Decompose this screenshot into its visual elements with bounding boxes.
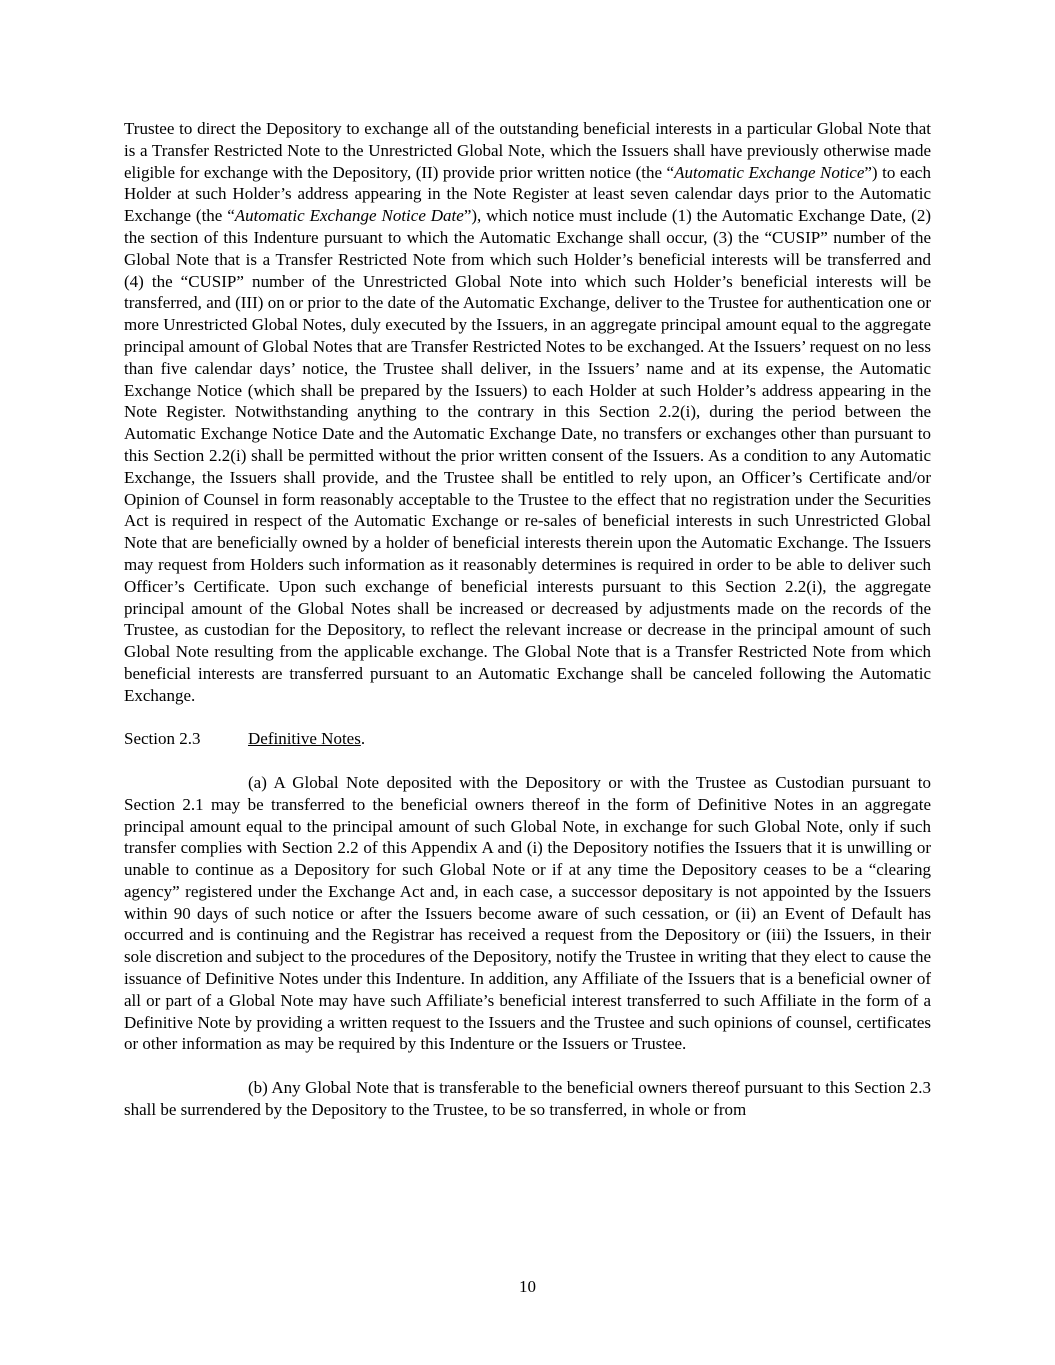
defined-term-automatic-exchange-notice-date: Automatic Exchange Notice Date	[234, 206, 464, 226]
section-title: Definitive Notes	[248, 729, 361, 749]
section-number: Section 2.3	[124, 729, 201, 749]
paragraph-text-run: ”) to each Holder at such Holder’s address appearing in the Note Register at least seven calendar days prior to the Automatic Exchange (the “	[124, 162, 931, 226]
section-heading-2-3	[124, 728, 931, 750]
paragraph-text-run: ”), which notice must include (1) the Automatic Exchange Date, (2) the section of this Indenture pursuant to which the Automatic Exchange shall occur, (3) the “CUSIP” number of the Global Note that is a Transfer Restricted Note from which such Holder’s beneficial interests will be transferred and (4) the “CUSIP” number of the Unrestricted Global Note into which such Holder’s beneficial interests will be transferred, and (III) on or prior to the date of the Automatic Exchange, deliver to the Trustee for authentication one or more Unrestricted Global Notes, duly executed by the Issuers, in an aggregate principal amount equal to the aggregate principal amount of Global Notes that are Transfer Restricted Notes to be exchanged. At the Issuers’ request on no less than five calendar days’ notice, the Trustee shall deliver, in the Issuers’ name and at its expense, the Automatic Exchange Notice (which shall be prepared by the Issuers) to each Holder at such Holder’s address appearing in the Note Register. Notwithstanding anything to the contrary in this Section 2.2(i), during the period between the Automatic Exchange Notice Date and the Automatic Exchange Date, no transfers or exchanges other than pursuant to this Section 2.2(i) shall be permitted without the prior written consent of the Issuers. As a condition to any Automatic Exchange, the Issuers shall provide, and the Trustee shall be entitled to rely upon, an Officer’s Certificate and/or Opinion of Counsel in form reasonably acceptable to the Trustee to the effect that no registration under the Securities Act is required in respect of the Automatic Exchange or re-sales of beneficial interests in such Unrestricted Global Note that are beneficially owned by a holder of beneficial interests therein upon the Automatic Exchange. The Issuers may request from Holders such information as it reasonably determines is required in order to be able to deliver such Officer’s Certificate. Upon such exchange of beneficial interests pursuant to this Section 2.2(i), the aggregate principal amount of the Global Notes shall be increased or decreased by adjustments made on the records of the Trustee, as custodian for the Depository, to reflect the relevant increase or decrease in the principal amount of such Global Note resulting from the applicable exchange. The Global Note that is a Transfer Restricted Note from which beneficial interests are transferred pursuant to an Automatic Exchange shall be canceled following the Automatic Exchange.	[124, 206, 931, 705]
paragraph-b: (b) Any Global Note that is transferable to the beneficial owners thereof pursuant to this Section 2.3 shall be surrendered by the Depository to the Trustee, to be so transferred, in whole or from	[124, 1078, 931, 1119]
paragraph-trustee-continuation	[124, 118, 931, 707]
defined-term-automatic-exchange-notice: Automatic Exchange Notice	[674, 162, 865, 182]
paragraph-a: (a) A Global Note deposited with the Depository or with the Trustee as Custodian pursuant to Section 2.1 may be transferred to the beneficial owners thereof in the form of Definitive Notes in an aggregate principal amount equal to the principal amount of such Global Note, in exchange for such Global Note, only if such transfer complies with Section 2.2 of this Appendix A and (i) the Depository notifies the Issuers that it is unwilling or unable to continue as a Depository for such Global Note or if at any time the Depository ceases to be a “clearing agency” registered under the Exchange Act and, in each case, a successor depositary is not appointed by the Issuers within 90 days of such notice or after the Issuers become aware of such cessation, or (ii) an Event of Default has occurred and is continuing and the Registrar has received a request from the Depository or (iii) the Issuers, in their sole discretion and subject to the procedures of the Depository, notify the Trustee in writing that they elect to cause the issuance of Definitive Notes under this Indenture. In addition, any Affiliate of the Issuers that is a beneficial owner of all or part of a Global Note may have such Affiliate’s beneficial interest transferred to such Affiliate in the form of a Definitive Note by providing a written request to the Issuers and the Trustee and such opinions of counsel, certificates or other information as may be required by this Indenture or the Issuers or Trustee.	[124, 772, 931, 1054]
paragraph-text-run: Trustee to direct the Depository to exchange all of the outstanding beneficial interests in a particular Global Note that is a Transfer Restricted Note to the Unrestricted Global Note, which the Issuers shall have previously otherwise made eligible for exchange with the Depository, (II) provide prior written notice (the “	[124, 119, 931, 182]
section-title-period: .	[360, 729, 366, 749]
page-number: 10	[519, 1277, 536, 1296]
